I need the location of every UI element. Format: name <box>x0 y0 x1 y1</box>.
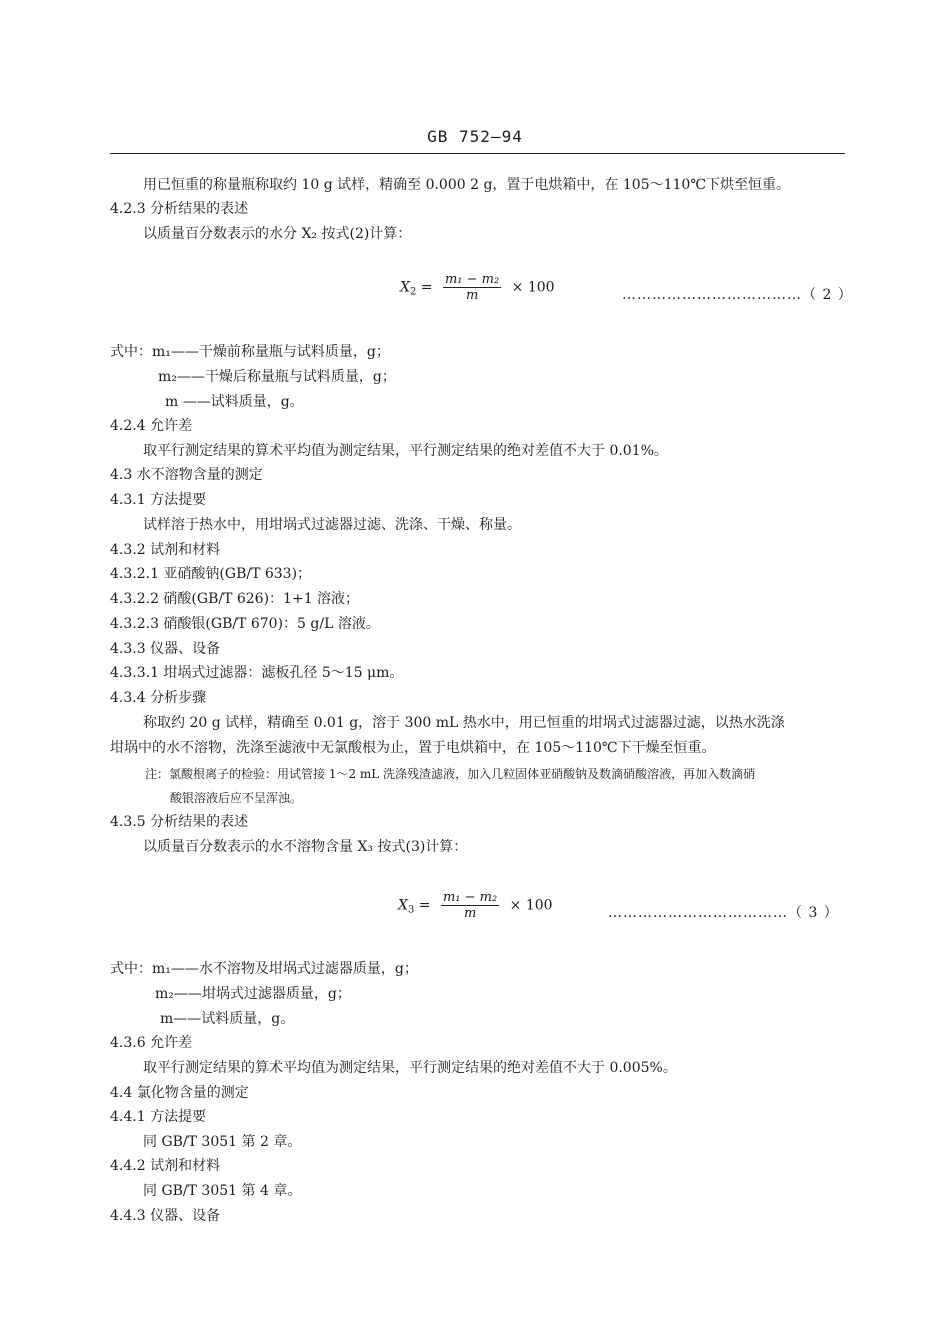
section-heading: 4.4.3 仪器、设备 <box>110 1208 221 1224</box>
legend-line: 式中：m₁——水不溶物及坩埚式过滤器质量，g； <box>110 961 418 977</box>
section-heading: 4.3 水不溶物含量的测定 <box>110 467 263 483</box>
formula-equals: = <box>418 897 431 914</box>
formula-fraction <box>441 890 499 921</box>
formula-denominator: m <box>463 906 477 921</box>
formula-lhs: X <box>400 279 410 296</box>
text-line: 称取约 20 g 试样，精确至 0.01 g，溶于 300 mL 热水中，用已恒重的坩埚式过滤器过滤，以热水洗涤 <box>143 715 785 731</box>
section-heading: 4.3.6 允许差 <box>110 1035 193 1051</box>
note-line: 酸银溶液后应不呈浑浊。 <box>170 791 303 805</box>
list-item: 4.3.2.2 硝酸(GB/T 626)：1+1 溶液； <box>110 591 360 607</box>
formula-lhs: X <box>398 897 408 914</box>
legend-line: m₂——坩埚式过滤器质量，g； <box>155 986 351 1002</box>
note-line: 注：氯酸根离子的检验：用试管接 1～2 mL 洗涤残渣滤液，加入几粒固体亚硝酸钠及数滴硝酸溶液，再加入数滴硝 <box>145 767 756 781</box>
legend-line: 式中：m₁——干燥前称量瓶与试料质量，g； <box>110 344 390 360</box>
formula-denominator: m <box>465 288 479 303</box>
formula-2 <box>400 272 555 303</box>
header-rule <box>110 153 845 154</box>
section-heading: 4.3.2 试剂和材料 <box>110 542 221 558</box>
list-item: 4.3.3.1 坩埚式过滤器：滤板孔径 5～15 μm。 <box>110 665 404 681</box>
list-item: 4.3.2.1 亚硝酸钠(GB/T 633)； <box>110 566 312 582</box>
formula-3 <box>398 890 553 921</box>
formula-multiplier: × 100 <box>511 279 555 296</box>
formula-multiplier: × 100 <box>509 897 553 914</box>
page-header: GB 752—94 <box>427 127 523 146</box>
section-heading: 4.4.2 试剂和材料 <box>110 1158 221 1174</box>
legend-line: m₂——干燥后称量瓶与试料质量，g； <box>158 369 396 385</box>
text-line: 以质量百分数表示的水不溶物含量 X₃ 按式(3)计算： <box>143 839 468 855</box>
formula-equals: = <box>420 279 433 296</box>
section-heading: 4.2.4 允许差 <box>110 418 193 434</box>
formula-numerator: m₁ − m₂ <box>444 272 500 287</box>
text-line: 取平行测定结果的算术平均值为测定结果，平行测定结果的绝对差值不大于 0.01%。 <box>143 443 668 459</box>
section-heading: 4.2.3 分析结果的表述 <box>110 201 249 217</box>
section-heading: 4.3.1 方法提要 <box>110 492 207 508</box>
equation-number-3: ………………………………（ 3 ） <box>608 905 839 921</box>
text-line: 以质量百分数表示的水分 X₂ 按式(2)计算： <box>143 226 412 242</box>
formula-lhs-subscript: 3 <box>407 904 415 916</box>
text-line: 用已恒重的称量瓶称取约 10 g 试样，精确至 0.000 2 g，置于电烘箱中，在 105～110℃下烘至恒重。 <box>143 177 790 193</box>
text-line: 同 GB/T 3051 第 4 章。 <box>143 1183 302 1199</box>
section-heading: 4.4 氯化物含量的测定 <box>110 1085 249 1101</box>
section-heading: 4.3.5 分析结果的表述 <box>110 814 249 830</box>
text-line: 试样溶于热水中，用坩埚式过滤器过滤、洗涤、干燥、称量。 <box>143 517 521 533</box>
legend-line: m ——试料质量，g。 <box>165 394 304 410</box>
text-line: 坩埚中的水不溶物，洗涤至滤液中无氯酸根为止，置于电烘箱中，在 105～110℃下干燥至恒重。 <box>110 740 716 756</box>
section-heading: 4.4.1 方法提要 <box>110 1109 207 1125</box>
equation-number-2: ………………………………（ 2 ） <box>622 287 853 303</box>
text-line: 取平行测定结果的算术平均值为测定结果，平行测定结果的绝对差值不大于 0.005%。 <box>143 1060 677 1076</box>
formula-numerator: m₁ − m₂ <box>442 890 498 905</box>
text-line: 同 GB/T 3051 第 2 章。 <box>143 1134 302 1150</box>
section-heading: 4.3.3 仪器、设备 <box>110 641 221 657</box>
formula-fraction <box>443 272 501 303</box>
list-item: 4.3.2.3 硝酸银(GB/T 670)：5 g/L 溶液。 <box>110 616 380 632</box>
formula-lhs-subscript: 2 <box>409 286 417 298</box>
section-heading: 4.3.4 分析步骤 <box>110 690 207 706</box>
legend-line: m——试料质量，g。 <box>160 1011 295 1027</box>
